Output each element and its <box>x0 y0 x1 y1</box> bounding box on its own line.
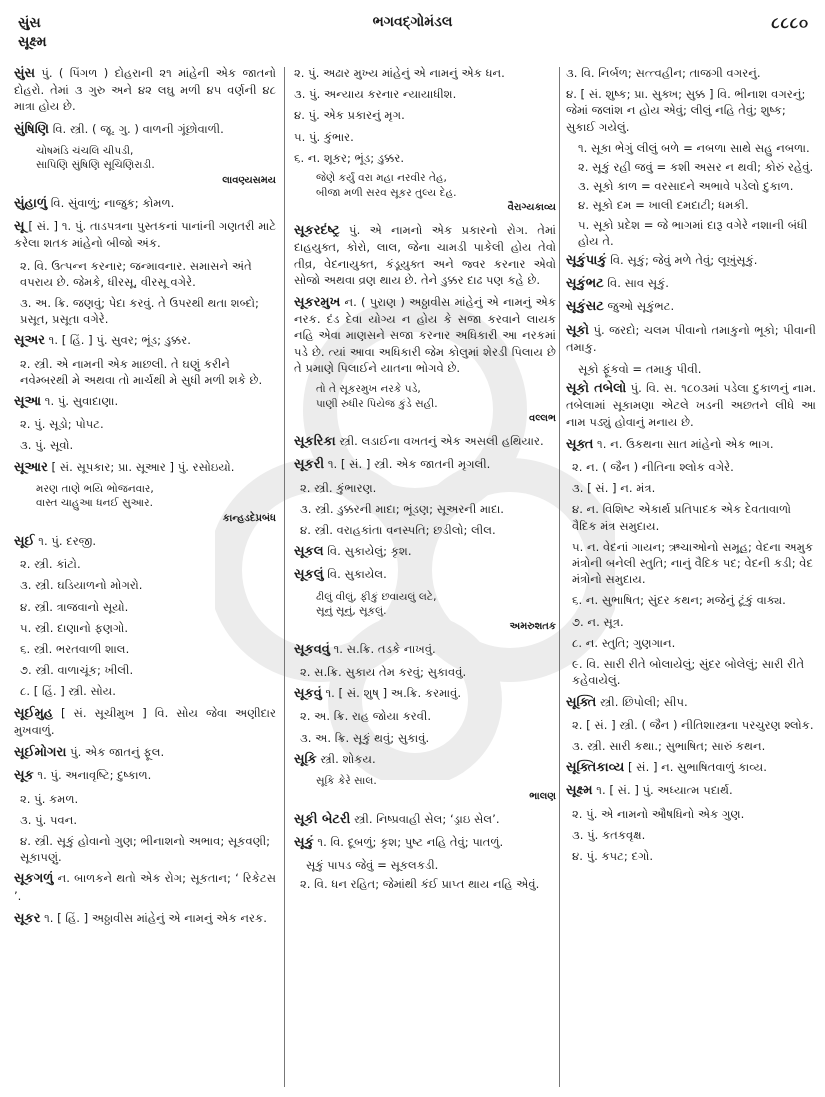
sense: ૨. વિ. ધન રહિત; જેમાંથી કંઈ પ્રાપ્ત થાય નહિ એવું. <box>300 877 540 892</box>
headword: સૂક્ષ્મ <box>566 783 593 799</box>
quotation-source: અમરુશતક <box>509 620 556 632</box>
sense: ૩. સ્ત્રી. ઘડિયાળનો મોગરો. <box>20 578 143 593</box>
usage-example: ૩. સૂકો કાળ = વરસાદને અભાવે પડેલો દુકાળ. <box>578 179 794 194</box>
headword: સૂકર <box>14 910 41 926</box>
headword: સૂઈમુહ <box>14 705 53 721</box>
definition: સ્ત્રી. લડાઈના વખતનું એક અસલી હથિયાર. <box>339 434 544 449</box>
quotation-line: તો તે સૂકરમુખ નરકે પડે, <box>316 383 421 396</box>
headword: સૂકગળું <box>14 871 54 887</box>
guide-word-last: સૂક્ષ્મ <box>18 34 47 50</box>
headword: સુંષિણિ <box>14 121 50 137</box>
usage-example: સૂકું પાપડ જેવું = સૂકલકડી. <box>306 858 439 873</box>
definition: સ્ત્રી. શોકય. <box>320 751 376 766</box>
dictionary-entry <box>294 566 556 583</box>
dictionary-entry <box>294 294 556 376</box>
quotation-line: વાસ્ત ચાહુઆ ધનઈ સુઆર. <box>36 497 153 510</box>
column-3 <box>566 65 816 1090</box>
sense: ૨. સ.ક્રિ. સુકાય તેમ કરવું; સુકાવવું. <box>300 665 467 680</box>
quotation-line: સાપિણિ સુંષિણિ સૂચિણિરાડી. <box>36 159 155 172</box>
dictionary-entry <box>566 759 816 776</box>
headword: સૂકરી <box>294 457 325 473</box>
headword: સૂકું <box>294 835 314 850</box>
headword: સૂકિ <box>294 751 317 767</box>
headword: સૂકરિકા <box>294 434 336 450</box>
dictionary-entry <box>14 459 276 476</box>
dictionary-entry <box>14 218 276 251</box>
definition: વિ. સ્ત્રી. ( જૂ. ગુ. ) વાળની ગૂંછોવાળી. <box>52 121 224 136</box>
quotation-source: લાવણ્યસમય <box>222 174 276 186</box>
sense: ૨. ન. ( જૈન ) નીતિના શ્લોક વગેરે. <box>572 460 734 475</box>
columns <box>14 65 816 1090</box>
dictionary-entry <box>294 685 556 702</box>
dictionary-entry <box>14 705 276 738</box>
headword: સૂકલ <box>294 544 324 560</box>
usage-example: ૪. સૂકો દમ = ખાલી દમદાટી; ધમકી. <box>578 198 749 213</box>
definition: પું. જરદો; ચલમ પીવાનો તમાકુનો ભૂકો; પીવાની તમાકુ. <box>566 322 816 354</box>
definition: ૧. પું. દરજી. <box>38 534 97 549</box>
sense: ૬. સ્ત્રી. ભરતવાળી શાલ. <box>20 642 130 657</box>
sense: ૩. અ. ક્રિ. સૂકું થવું; સુકાવું. <box>300 730 430 745</box>
column-2 <box>294 65 556 1090</box>
sense: ૮. [ હિં. ] સ્ત્રી. સોય. <box>20 684 116 699</box>
sense: ૭. ન. સૂત્ર. <box>572 614 624 629</box>
definition: [ સં. ] ૧. પું. તાડપત્રના પુસ્તકનાં પાનાંની ગણતરી માટે કરેલા શતક માંહેનો બીજો અંક. <box>14 219 276 251</box>
sense: ૨. સ્ત્રી. એ નામની એક માછલી. તે ઘણું કરીને નવેમ્બરથી મે અથવા તો માર્ચથી મે સુધી મળી શકે છે. <box>20 356 263 387</box>
sense: ૩. પું. પવન. <box>20 812 78 827</box>
quotation-line: પાણી રુધીર પિયેજ કુંડે સહી. <box>316 397 438 410</box>
sense: ૪. સ્ત્રી. વરાહકાંતા વનસ્પતિ; છડીલો; લીલ. <box>300 523 496 538</box>
headword: સુંહાળું <box>14 196 48 212</box>
headword: સૂઆ <box>14 394 42 410</box>
dictionary-entry <box>14 910 276 927</box>
headword: સૂઈ <box>14 534 35 550</box>
headword: સૂકુંસટ <box>566 299 604 315</box>
definition: ૧. ન. ઉકથના સાત માંહેનો એક ભાગ. <box>597 436 774 451</box>
dictionary-entry <box>14 767 276 784</box>
headword: સૂક <box>14 768 34 784</box>
dictionary-entry <box>294 222 556 288</box>
dictionary-entry <box>566 782 816 799</box>
dictionary-entry <box>566 252 816 269</box>
headword: સૂકવવું <box>294 641 330 657</box>
definition: પું. ( પિંગળ ) દોહરાની ૨૧ માંહેની એક જાતનો દોહરો. તેમાં ૩ ગુરુ અને ૪૨ લઘુ મળી ૪૫ વર્ણની ૪૮ માત્રા હોય છે. <box>14 66 276 114</box>
definition: ન. ( પુરાણ ) અઠ્ઠાવીસ માંહેનું એ નામનું એક નરક. દંડ દેવા યોગ્ય ન હોય કે સજા કરવાને લાયક નહિ એવા માણસને સજા કરનાર અધિકારી આ નરકમાં પડે છે. ત્યાં આવા અધિકારી જેમ કોલુમાં શેરડી પિલાય છે તે પ્રમાણે પિલાઈને યાતના ભોગવે છે. <box>294 295 556 375</box>
dictionary-entry <box>294 433 556 450</box>
sense: ૪. પું. એક પ્રકારનું મૃગ. <box>294 108 405 123</box>
definition: જુઓ સૂકુંભટ. <box>607 299 675 314</box>
sense: ૩. [ સં. ] ન. મંત્ર. <box>572 481 656 496</box>
definition: [ સં. ] ન. સુભાષિતવાળું કાવ્ય. <box>627 760 767 775</box>
sense: ૫. ન. વેદનાં ગાયન; ઋચાઓનો સમૂહ; વેદના અમુક મંત્રોની બનેલી સ્તુતિ; નાનું વૈદિક પદ; વેદની કડી; વેદ મંત્રોનો સમુદાય. <box>572 539 814 587</box>
sense: ૪. સ્ત્રી. ત્રાજવાનો સૂયો. <box>20 599 129 614</box>
dictionary-entry <box>566 275 816 292</box>
headword: સૂકો તબેલો <box>566 381 627 397</box>
usage-example: ૧. સૂકા ભેગું લીલું બળે = નબળા સાથે સહુ નબળા. <box>578 140 810 155</box>
headword: સૂકરમુખ <box>294 295 341 311</box>
definition: વિ. સુકાયેલું; કૃશ. <box>327 544 412 559</box>
sense: ૨. [ સં. ] સ્ત્રી. ( જૈન ) નીતિશાસ્ત્રના પરચુરણ શ્લોક. <box>572 717 814 732</box>
dictionary-entry <box>14 121 276 138</box>
quotation-line: જેણે કર્યું વરા મહા નરવીર તેહ, <box>316 172 447 185</box>
headword: સૂકલું <box>294 567 324 583</box>
page-number: ૮૮૮૦ <box>771 14 809 32</box>
dictionary-entry <box>14 870 276 903</box>
definition: ૧. [ સં. ] સ્ત્રી. એક જાતની મૃગલી. <box>327 457 491 472</box>
sense: ૨. સ્ત્રી. કુંભારણ. <box>300 480 377 495</box>
headword: સૂકી બેટરી <box>294 811 351 827</box>
sense: ૩. સ્ત્રી. સારી કથા.; સુભાષિત; સારું કથન. <box>572 738 766 753</box>
dictionary-entry <box>14 533 276 550</box>
dictionary-entry <box>294 543 556 560</box>
definition: ન. બાળકને થતો એક રોગ; સૂકતાન; ‘ રિકેટસ ’. <box>14 871 276 903</box>
definition: [ સં. સૂપકાર; પ્રા. સૂઆર ] પું. રસોઇયો. <box>51 459 235 474</box>
sense: ૩. પું. કતકવૃક્ષ. <box>572 827 646 842</box>
quotation-line: મરણ તાણે ભયિ ભોજનવાર, <box>36 482 154 495</box>
dictionary-entry <box>14 195 276 212</box>
dictionary-entry <box>566 436 816 453</box>
headword: સૂકુંપાકું <box>566 253 607 269</box>
sense: ૭. સ્ત્રી. વાળાચૂંક; ખીલી. <box>20 663 134 678</box>
headword: સૂક્તિ <box>566 694 597 710</box>
definition: ૧. [ હિં. ] પું. સુવર; ભૂંડ; ડુક્કર. <box>48 333 191 348</box>
sense: ૫. પું. કુંભાર. <box>294 129 354 144</box>
dictionary-entry <box>294 641 556 658</box>
quotation-source: વલ્લભ <box>529 413 556 425</box>
guide-word-first: સુંસ <box>18 15 41 31</box>
definition: ૧. પું. સુવાદાણા. <box>44 394 119 409</box>
definition: ૧. [ સં. ] પું. અધ્યાત્મ પદાર્થ. <box>596 783 733 798</box>
quotation-line: બીજા મળી સરવ સૂકર તુલ્ય દેહ. <box>316 186 457 199</box>
dictionary-entry <box>566 298 816 315</box>
headword: સૂ <box>14 219 25 235</box>
quotation-source: કાન્હડદેપ્રબંધ <box>222 512 276 524</box>
definition: પું. એ નામનો એક પ્રકારનો રોગ. તેમાં દાહયુક્ત, કોરો, લાલ, જેના ચામડી પાકેલી હોય તેવો તીવ્ર, વેદનાયુક્ત, કંડૂયુક્ત અને જ્વર કરનાર એવો સોજો અથવા વ્રણ થાય છે. તેને ડુક્કર દાઢ પણ કહે છે. <box>294 223 556 287</box>
sense: ૨. પું. અઢાર મુખ્ય માંહેનું એ નામનું એક ધન. <box>294 66 505 80</box>
sense: ૨. પું. કમળ. <box>20 791 79 806</box>
headword: સૂકવું <box>294 686 322 702</box>
quotation-source: વૈરાગ્યકાવ્ય <box>507 202 556 214</box>
definition: વિ. સૂકું; જેવું મળે તેવું; લૂખુંસૂકું. <box>610 253 758 268</box>
quotation-source: ભાલણ <box>529 790 556 802</box>
sense: ૩. સ્ત્રી. ડુક્કરની માદા; ભૂંડણ; સૂઅરની માદા. <box>300 501 504 516</box>
dictionary-entry <box>294 751 556 768</box>
dictionary-entry <box>294 811 556 828</box>
definition: પું. એક જાતનું ફૂલ. <box>70 745 165 760</box>
dictionary-entry <box>294 456 556 473</box>
sense: ૪. ન. વિશિષ્ટ એકાર્થ પ્રતિપાદક એક દેવતાવાળો વૈદિક મંત્ર સમુદાય. <box>572 502 792 533</box>
definition: સ્ત્રી. છિપોલી; સીપ. <box>599 694 688 709</box>
dictionary-entry <box>14 65 276 115</box>
sense: ૩. વિ. નિર્બળ; સત્ત્વહીન; તાજગી વગરનું. <box>566 66 761 80</box>
sense: ૨. અ. ક્રિ. રાહ જોયા કરવી. <box>300 709 432 724</box>
quotation-line: ઢીલું વીલું, ફીકું છવાયલું લટે, <box>316 590 437 603</box>
headword: સૂકો <box>566 322 589 338</box>
sense: ૩. અ. ક્રિ. જણવું; પેદા કરવું. તે ઉપરથી થતા શબ્દો; પ્રસૂત, પ્રસૂતા વગેરે. <box>20 296 259 327</box>
headword: સૂક્ત <box>566 436 594 452</box>
column-divider <box>559 67 560 1087</box>
sense: ૨. વિ. ઉત્પન્ન કરનાર; જન્માવનાર. સમાસને અંતે વપરાય છે. જેમકે, ધીરસૂ, વીરસૂ વગેરે. <box>20 258 252 289</box>
dictionary-entry <box>14 744 276 761</box>
definition: [ સં. સૂચીમુખ ] વિ. સોય જેવા અણીદાર મુખવાળું. <box>14 705 276 737</box>
usage-example: ૨. સૂકું રહી જવું = કશી અસર ન થવી; કોરું રહેવું. <box>578 160 814 175</box>
definition: ૧. વિ. દૂબળું; કૃશ; પુષ્ટ નહિ તેવું; પાતળું. <box>317 835 504 849</box>
headword: સુંસ <box>14 66 36 81</box>
headword: સૂઅર <box>14 333 45 349</box>
headword: સૂકુંભટ <box>566 276 604 292</box>
headword: સૂક્તિકાવ્ય <box>566 760 625 776</box>
sense: ૮. ન. સ્તુતિ; ગુણગાન. <box>572 635 676 650</box>
sense: ૯. વિ. સારી રીતે બોલાયેલું; સુંદર બોલેલું; સારી રીતે કહેવાયેલું. <box>572 657 805 688</box>
usage-example: ૫. સૂકો પ્રદેશ = જે ભાગમાં દારૂ વગેરે નશાની બંધી હોય તે. <box>578 217 808 248</box>
definition: ૧. સ.ક્રિ. તડકે નાખવું. <box>333 641 436 656</box>
dictionary-entry <box>14 332 276 349</box>
quotation-line: સૂનું સૂનું, સૂકલું. <box>316 605 387 618</box>
sense: ૬. ન. શૂકર; ભૂંડ; ડુક્કર. <box>294 150 405 165</box>
definition: વિ. સુંવાળું; નાજુક; કોમળ. <box>50 196 175 211</box>
sense: ૨. સ્ત્રી. કાંટો. <box>20 557 81 572</box>
headword: સૂઆર <box>14 459 48 475</box>
sense: ૨. પું. સૂડો; પોપટ. <box>20 417 104 432</box>
dictionary-entry <box>566 694 816 711</box>
definition: ૧. [ સં. શુષ્ ] અ.ક્રિ. કરમાવું. <box>325 686 462 701</box>
headword: સૂકરદંષ્ટ્ર <box>294 223 340 239</box>
sense: ૩. પું. સૂવો. <box>20 438 74 453</box>
usage-example: સૂકો ફૂંકવો = તમાકુ પીવી. <box>578 362 702 377</box>
definition: વિ. સાવ સૂકું. <box>607 276 669 291</box>
sense: ૫. સ્ત્રી. દાણાનો ફણગો. <box>20 620 129 635</box>
sense: ૬. ન. સુભાષિત; સુંદર કથન; મજેનું ટૂંકું વાક્ય. <box>572 593 786 608</box>
definition: ૧. [ હિં. ] અઠ્ઠાવીસ માંહેનું એ નામનું એક નરક. <box>44 910 267 925</box>
dictionary-entry <box>14 393 276 410</box>
sense: ૨. પું. એ નામનો ઔષધિનો એક ગુણ. <box>572 806 745 821</box>
column-1 <box>14 65 276 1090</box>
definition: સ્ત્રી. નિષ્પ્રવાહી સેલ; ‘ડ્રાઇ સેલ’. <box>354 811 500 826</box>
page-header <box>0 10 825 62</box>
quotation-line: સૂકિ કેરે સાલ. <box>316 775 377 788</box>
definition: પું. વિ. સ. ૧૮૦૩માં પડેલા દુકાળનું નામ. તબેલામાં સૂકામણા એટલે ખડની અછતને લીધે આ નામ પડ્યું હોવાનું મનાય છે. <box>566 381 816 429</box>
definition: ૧. પું. અનાવૃષ્ટિ; દુષ્કાળ. <box>37 768 152 783</box>
definition: વિ. સુકાયેલ. <box>327 567 387 582</box>
headword: સૂઈમોગરા <box>14 745 67 761</box>
book-title: ભગવદ્ગોમંડલ <box>372 14 453 30</box>
dictionary-entry <box>294 834 556 851</box>
quotation-line: ચોષમંડિ ચંચલિ ચીપડી, <box>36 144 134 157</box>
dictionary-entry <box>566 380 816 430</box>
sense: ૪. [ સં. શુષ્ક; પ્રા. સુક્ખ; સુક્ક ] વિ. ભીનાશ વગરનું; જેમાં જલાંશ ન હોય એવું; લીલું નહિ તેવું; શુષ્ક; સુકાઈ ગયેલું. <box>566 87 806 134</box>
dictionary-entry <box>566 322 816 355</box>
sense: ૪. પું. કપટ; દગો. <box>572 848 654 863</box>
sense: ૪. સ્ત્રી. સૂકું હોવાનો ગુણ; ભીનાશનો અભાવ; સૂકવણી; સૂકાપણું. <box>20 833 271 865</box>
sense: ૩. પું. અન્યાય કરનાર ન્યાયાધીશ. <box>294 87 457 102</box>
column-divider <box>284 67 285 1087</box>
